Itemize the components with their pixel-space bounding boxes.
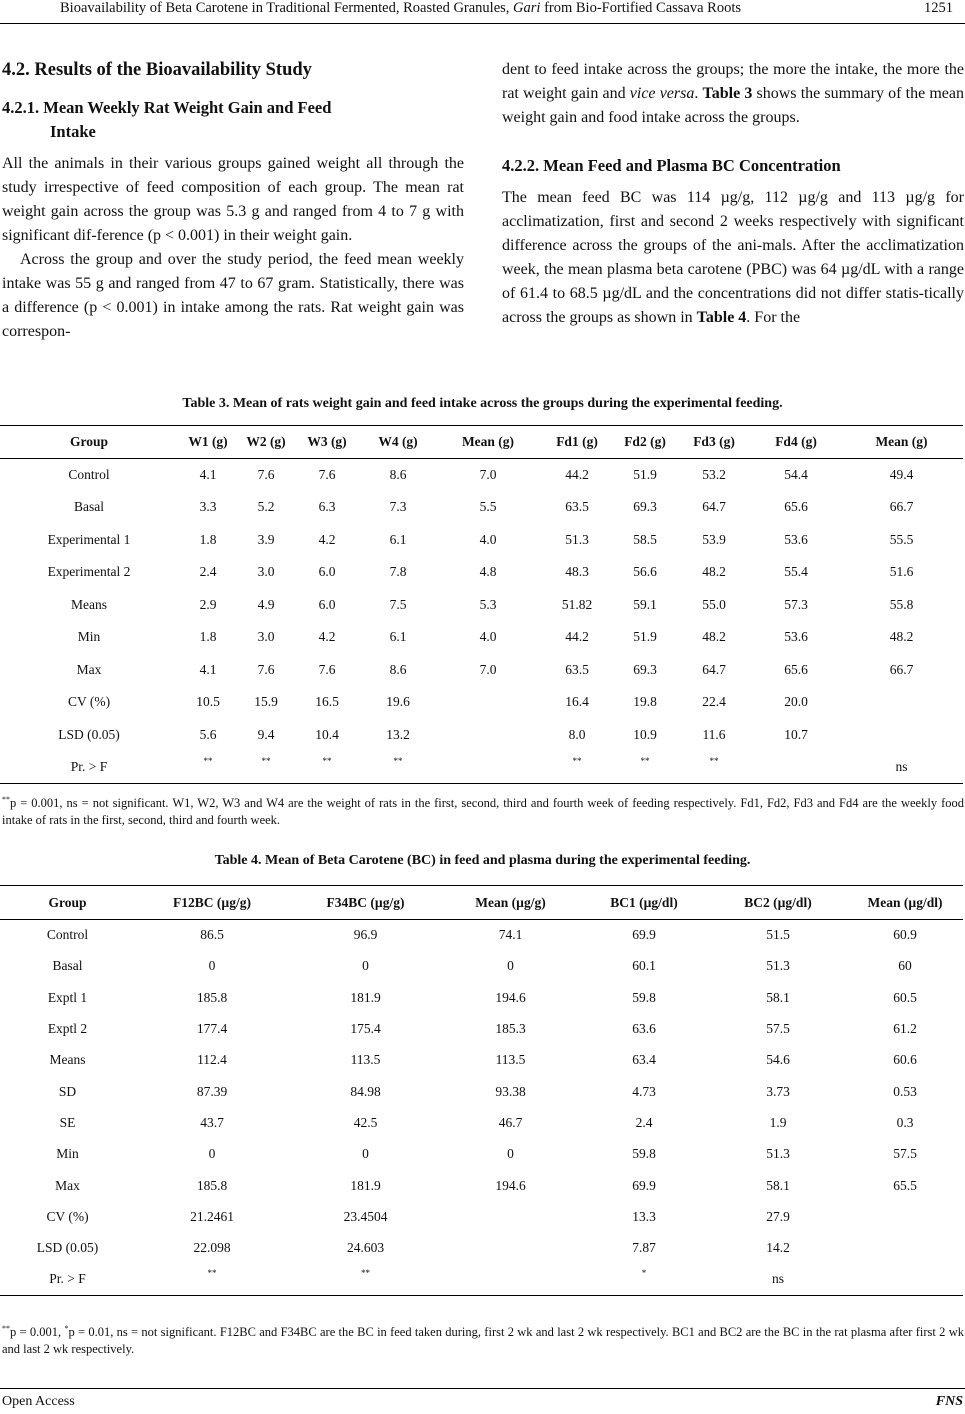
- table-cell: 0: [507, 1146, 514, 1162]
- table-cell: 55.4: [784, 564, 808, 580]
- table-cell: 27.9: [766, 1208, 790, 1224]
- table-cell: [847, 1201, 963, 1232]
- table-cell: 66.7: [889, 661, 914, 677]
- table-cell: 3.9: [257, 531, 275, 547]
- table3-header-cell: W1 (g): [188, 434, 228, 449]
- table-cell: 44.2: [565, 629, 589, 645]
- table-cell: 181.9: [350, 989, 381, 1005]
- table4-header-cell: BC2 (µg/dl): [744, 894, 812, 910]
- table-cell: 69.9: [632, 1177, 656, 1193]
- table4: [0, 885, 963, 1296]
- table-cell: 3.0: [257, 629, 275, 645]
- table-cell: 5.2: [257, 499, 275, 515]
- table-cell: 87.39: [196, 1083, 228, 1099]
- table-cell: 16.5: [315, 694, 339, 710]
- table-cell: 69.3: [633, 499, 657, 515]
- table-cell: 8.6: [389, 661, 407, 677]
- table-row: [0, 1201, 963, 1232]
- table-cell: 4.0: [479, 629, 497, 645]
- open-access-label: Open Access: [2, 1394, 75, 1409]
- table-cell: 51.82: [561, 596, 593, 612]
- table-cell: 65.6: [784, 499, 808, 515]
- table4-header-cell: Mean (µg/dl): [867, 894, 943, 910]
- table-cell: CV (%): [67, 694, 111, 710]
- table-cell: Max: [76, 661, 102, 677]
- table-cell: 175.4: [350, 1021, 381, 1037]
- header-rule: [0, 23, 965, 24]
- table3-header-cell: Fd4 (g): [775, 434, 817, 449]
- table3-footnote: **p = 0.001, ns = not significant. W1, W2, W3 and W4 are the weight of rats in the first, second, third and fourth week of feeding respectively. Fd1, Fd2, Fd3 and Fd4 are the weekly food intake of rats in the first, second, third and fourth week.: [2, 795, 964, 828]
- significance-cell: **: [322, 756, 332, 766]
- table-cell: 60: [898, 958, 912, 974]
- table-cell: 19.6: [386, 694, 410, 710]
- table-cell: 10.5: [196, 694, 220, 710]
- table-cell: Basal: [74, 499, 104, 515]
- significance-cell: [442, 1264, 579, 1295]
- table-cell: 2.4: [199, 564, 217, 580]
- table-cell: 48.2: [889, 629, 914, 645]
- table-cell: 10.9: [633, 726, 657, 742]
- table-cell: SD: [58, 1083, 77, 1099]
- table-cell: 0: [362, 1146, 369, 1162]
- table-cell: 6.1: [389, 629, 407, 645]
- table-cell: 185.3: [495, 1021, 526, 1037]
- table-cell: 7.5: [389, 596, 407, 612]
- table-cell: 66.7: [889, 499, 914, 515]
- table-cell: 22.098: [193, 1240, 231, 1256]
- table3-body: [0, 459, 963, 784]
- table-cell: 51.3: [766, 1146, 790, 1162]
- table-cell: 48.3: [565, 564, 589, 580]
- table-cell: 7.3: [389, 499, 407, 515]
- table-cell: 57.3: [784, 596, 808, 612]
- table-cell: 48.2: [702, 629, 726, 645]
- table-cell: 4.8: [479, 564, 497, 580]
- table-cell: 4.9: [257, 596, 275, 612]
- table-cell: 8.0: [568, 726, 586, 742]
- table-cell: 84.98: [350, 1083, 381, 1099]
- table-cell: LSD (0.05): [36, 1240, 99, 1256]
- table-cell: 15.9: [254, 694, 278, 710]
- table-cell: 5.6: [199, 726, 217, 742]
- table3-header-cell: W2 (g): [246, 434, 286, 449]
- significance-cell: ns: [771, 1271, 784, 1287]
- table-row: [0, 719, 963, 752]
- table4-header-cell: F34BC (µg/g): [326, 894, 405, 910]
- significance-cell: Pr. > F: [70, 759, 108, 774]
- table-row: [0, 491, 963, 524]
- table-cell: 55.8: [889, 596, 914, 612]
- table-cell: 51.3: [766, 958, 790, 974]
- table3: [0, 425, 963, 784]
- table-cell: Experimental 2: [47, 564, 131, 580]
- table-row: [0, 556, 963, 589]
- table-cell: [442, 1232, 579, 1263]
- journal-abbrev: FNS: [935, 1394, 963, 1409]
- table-row: [0, 589, 963, 622]
- table-cell: 3.0: [257, 564, 275, 580]
- table4-body: [0, 920, 963, 1296]
- table-row: [0, 951, 963, 982]
- table-cell: 5.5: [479, 499, 497, 515]
- table-cell: 10.7: [784, 726, 808, 742]
- table-cell: 53.2: [702, 467, 726, 482]
- table-row: [0, 982, 963, 1013]
- table-cell: [847, 1232, 963, 1263]
- table-cell: 51.9: [633, 629, 657, 645]
- table3-header-row: [0, 426, 963, 459]
- table-cell: Exptl 1: [47, 989, 88, 1005]
- table-cell: 58.1: [766, 989, 790, 1005]
- table-cell: 49.4: [889, 467, 914, 482]
- table-cell: 86.5: [200, 927, 224, 943]
- table-cell: Experimental 1: [47, 531, 131, 547]
- significance-cell: **: [261, 756, 271, 766]
- table-cell: 57.5: [893, 1146, 917, 1162]
- table-cell: 177.4: [196, 1021, 228, 1037]
- significance-cell: **: [361, 1268, 370, 1279]
- table-cell: 93.38: [495, 1083, 526, 1099]
- table-cell: 60.1: [632, 958, 656, 974]
- table-cell: 0.3: [896, 1114, 914, 1130]
- table3-header-cell: Group: [69, 434, 108, 449]
- table-cell: 14.2: [766, 1240, 790, 1256]
- table-cell: 63.5: [565, 661, 589, 677]
- table-cell: 185.8: [196, 1177, 228, 1193]
- table-row: [0, 459, 963, 492]
- table-cell: 65.6: [784, 661, 808, 677]
- table-cell: 1.9: [769, 1114, 787, 1130]
- table-row: [0, 1076, 963, 1107]
- table-cell: 7.6: [257, 467, 275, 482]
- page-number: 1251: [924, 0, 953, 16]
- table3-header-cell: Fd2 (g): [624, 434, 666, 449]
- significance-cell: [752, 751, 840, 784]
- table-row: [0, 621, 963, 654]
- significance-cell: **: [207, 1268, 217, 1279]
- table-row: [0, 1045, 963, 1076]
- table-cell: 43.7: [200, 1114, 224, 1130]
- table-cell: 46.7: [498, 1114, 523, 1130]
- table-cell: [840, 719, 963, 752]
- table-cell: 53.6: [784, 531, 808, 547]
- table-cell: 6.0: [318, 564, 336, 580]
- table-cell: 10.4: [315, 726, 339, 742]
- paragraph-continuation: dent to feed intake across the groups; the more the intake, the more the rat weight gain and vice versa. Table 3 shows the summary of the mean weight gain and food intake across the groups.: [502, 61, 964, 126]
- running-title: Bioavailability of Beta Carotene in Traditional Fermented, Roasted Granules, Gari from Bio-Fortified Cassava Roots: [60, 0, 742, 16]
- table-cell: 7.0: [479, 661, 497, 677]
- table-cell: 7.8: [389, 564, 407, 580]
- table-cell: 7.6: [318, 467, 336, 482]
- table-cell: 55.5: [889, 531, 914, 547]
- table-cell: 2.4: [635, 1114, 653, 1130]
- table3-header-cell: Fd3 (g): [693, 434, 735, 449]
- table-cell: Min: [56, 1146, 79, 1162]
- table-cell: [436, 719, 540, 752]
- table-cell: 63.4: [632, 1052, 656, 1068]
- table-cell: 0.53: [893, 1083, 917, 1099]
- significance-row: [0, 1264, 963, 1295]
- running-header: [0, 0, 965, 22]
- table-cell: 69.9: [632, 927, 656, 943]
- table-cell: LSD (0.05): [58, 726, 120, 742]
- table-cell: 0: [507, 958, 514, 974]
- table-cell: 181.9: [350, 1177, 381, 1193]
- table-row: [0, 686, 963, 719]
- table-cell: Means: [49, 1052, 86, 1068]
- table-cell: Control: [46, 927, 89, 943]
- table-cell: 2.9: [199, 596, 217, 612]
- table-cell: 60.5: [893, 989, 917, 1005]
- table-cell: 51.9: [633, 467, 657, 482]
- significance-cell: **: [640, 756, 650, 766]
- table3-header-cell: Mean (g): [875, 434, 928, 449]
- table-cell: 51.3: [565, 531, 589, 547]
- table4-header-row: [0, 886, 963, 920]
- table-cell: Basal: [52, 958, 83, 974]
- table-cell: Max: [55, 1177, 80, 1193]
- table-cell: 59.8: [632, 989, 656, 1005]
- table-cell: 64.7: [702, 661, 726, 677]
- table-cell: 194.6: [495, 1177, 526, 1193]
- paragraph-weight-gain: All the animals in their various groups gained weight all through the study irrespective of feed composition of each group. The mean rat weight gain across the group was 5.3 g and ranged from 4 to 7 g with significant dif-ference (p < 0.001) in their weight gain.: [2, 155, 464, 244]
- table-cell: 61.2: [893, 1021, 917, 1037]
- table-cell: 21.2461: [190, 1208, 234, 1224]
- table-row: [0, 1013, 963, 1044]
- footer-rule: [0, 1388, 965, 1389]
- table-cell: 60.6: [893, 1052, 917, 1068]
- table-cell: [840, 686, 963, 719]
- table-cell: [442, 1201, 579, 1232]
- table-cell: 96.9: [353, 927, 378, 943]
- table-cell: 51.5: [766, 927, 790, 943]
- table-cell: 3.3: [199, 499, 217, 515]
- table4-header-cell: Group: [48, 894, 87, 910]
- table-cell: 58.5: [633, 531, 657, 547]
- significance-row: [0, 751, 963, 784]
- table-cell: 4.2: [318, 531, 336, 547]
- table-cell: 51.6: [889, 564, 914, 580]
- table-row: [0, 524, 963, 557]
- table-cell: 185.8: [196, 989, 228, 1005]
- table-cell: CV (%): [46, 1208, 89, 1224]
- left-column: [2, 58, 464, 344]
- table-cell: Control: [68, 467, 110, 482]
- table-cell: 9.4: [257, 726, 275, 742]
- table-cell: Exptl 2: [47, 1021, 88, 1037]
- table-cell: 55.0: [702, 596, 726, 612]
- table-cell: 113.5: [495, 1052, 526, 1068]
- table-cell: 7.6: [257, 661, 275, 677]
- table-cell: 7.0: [479, 467, 497, 482]
- table4-footnote: **p = 0.001, *p = 0.01, ns = not significant. F12BC and F34BC are the BC in feed taken during, first 2 wk and last 2 wk respectively. BC1 and BC2 are the BC in the rat plasma after first 2 wk and last 2 wk respectively.: [2, 1324, 964, 1357]
- table3-header-cell: W4 (g): [378, 434, 418, 449]
- table4-header-cell: BC1 (µg/dl): [610, 894, 678, 910]
- table-row: [0, 920, 963, 951]
- table-cell: 13.2: [386, 726, 410, 742]
- table-cell: 4.73: [632, 1083, 656, 1099]
- table-cell: 6.3: [318, 499, 336, 515]
- table-cell: 4.2: [318, 629, 336, 645]
- table-cell: 194.6: [495, 989, 526, 1005]
- table-cell: 5.3: [479, 596, 497, 612]
- table-cell: 59.8: [632, 1146, 656, 1162]
- table-cell: 19.8: [633, 694, 657, 710]
- section-heading: 4.2. Results of the Bioavailability Study: [2, 60, 312, 80]
- table-cell: 6.1: [389, 531, 407, 547]
- table-cell: 74.1: [498, 927, 523, 943]
- table-cell: 69.3: [633, 661, 657, 677]
- table-cell: 42.5: [353, 1114, 378, 1130]
- table3-header-cell: W3 (g): [307, 434, 347, 449]
- significance-cell: [847, 1264, 963, 1295]
- table-cell: 4.1: [199, 467, 217, 482]
- significance-cell: **: [709, 756, 719, 766]
- table-cell: 53.9: [702, 531, 726, 547]
- table3-header-cell: Fd1 (g): [556, 434, 598, 449]
- table-row: [0, 1107, 963, 1138]
- table-cell: 13.3: [632, 1208, 656, 1224]
- paragraph-plasma-bc: The mean feed BC was 114 µg/g, 112 µg/g and 113 µg/g for acclimatization, first and second 2 weeks respectively with significant difference across the groups of the ani-mals. After the acclimatization week, the mean plasma beta carotene (PBC) was 64 µg/dL with a range of 61.4 to 68.5 µg/dL and the concentrations did not differ statis-tically across the groups as shown in Table 4. For the: [502, 189, 964, 326]
- table-cell: 53.6: [784, 629, 808, 645]
- table-cell: 16.4: [565, 694, 589, 710]
- table-cell: 8.6: [389, 467, 407, 482]
- table-cell: 57.5: [766, 1021, 790, 1037]
- table-cell: 3.73: [766, 1083, 790, 1099]
- table-cell: 20.0: [784, 694, 808, 710]
- paragraph-feed-intake: Across the group and over the study period, the feed mean weekly intake was 55 g and ranged from 47 to 67 gram. Statistically, there was a difference (p < 0.001) in intake among the rats. Rat weight gain was correspon-: [2, 251, 464, 340]
- table-cell: 63.5: [565, 499, 589, 515]
- table-cell: 58.1: [766, 1177, 790, 1193]
- table-cell: Means: [71, 596, 107, 612]
- significance-cell: **: [203, 756, 213, 766]
- significance-cell: [436, 751, 540, 784]
- table-row: [0, 654, 963, 687]
- table-cell: 64.7: [702, 499, 726, 515]
- table4-header-cell: Mean (µg/g): [475, 894, 546, 910]
- table-cell: 56.6: [633, 564, 657, 580]
- significance-cell: ns: [895, 759, 908, 774]
- table3-header-cell: Mean (g): [461, 434, 515, 449]
- table4-header-cell: F12BC (µg/g): [173, 894, 251, 910]
- table-cell: 0: [208, 1146, 216, 1162]
- table-cell: 48.2: [702, 564, 726, 580]
- significance-cell: **: [393, 756, 403, 766]
- table-cell: 7.6: [318, 661, 336, 677]
- table-cell: 23.4504: [343, 1208, 388, 1224]
- table3-caption: Table 3. Mean of rats weight gain and feed intake across the groups during the experimental feeding.: [182, 396, 783, 411]
- table-cell: 112.4: [197, 1052, 227, 1068]
- table-cell: 54.6: [766, 1052, 790, 1068]
- table-cell: 44.2: [565, 467, 589, 482]
- subsection-heading-weight-gain: 4.2.1. Mean Weekly Rat Weight Gain and Feed Intake: [2, 98, 332, 141]
- table-cell: 0: [362, 958, 369, 974]
- table-cell: 59.1: [633, 596, 657, 612]
- table-cell: SE: [59, 1114, 76, 1130]
- table-row: [0, 1170, 963, 1201]
- table-cell: 7.87: [632, 1240, 656, 1256]
- table-row: [0, 1139, 963, 1170]
- subsection-heading-plasma-bc: 4.2.2. Mean Feed and Plasma BC Concentration: [502, 156, 841, 175]
- significance-cell: *: [641, 1268, 647, 1279]
- table-cell: 65.5: [893, 1177, 917, 1193]
- table4-caption: Table 4. Mean of Beta Carotene (BC) in feed and plasma during the experimental feeding.: [214, 853, 751, 868]
- table-cell: 1.8: [199, 629, 217, 645]
- table-cell: [436, 686, 540, 719]
- table-cell: 60.9: [893, 927, 917, 943]
- significance-cell: **: [572, 756, 582, 766]
- table-cell: 1.8: [199, 531, 217, 547]
- table-cell: 6.0: [318, 596, 336, 612]
- table-cell: 54.4: [784, 467, 808, 482]
- table-cell: 22.4: [702, 694, 726, 710]
- significance-cell: Pr. > F: [49, 1271, 86, 1287]
- table-cell: Min: [77, 629, 101, 645]
- table-cell: 11.6: [702, 726, 726, 742]
- right-column: [502, 58, 964, 330]
- table-cell: 63.6: [632, 1021, 656, 1037]
- table-cell: 4.1: [199, 661, 217, 677]
- table-cell: 113.5: [350, 1052, 381, 1068]
- table-row: [0, 1232, 963, 1263]
- table-cell: 24.603: [346, 1240, 385, 1256]
- table-cell: 4.0: [479, 531, 497, 547]
- table-cell: 0: [208, 958, 216, 974]
